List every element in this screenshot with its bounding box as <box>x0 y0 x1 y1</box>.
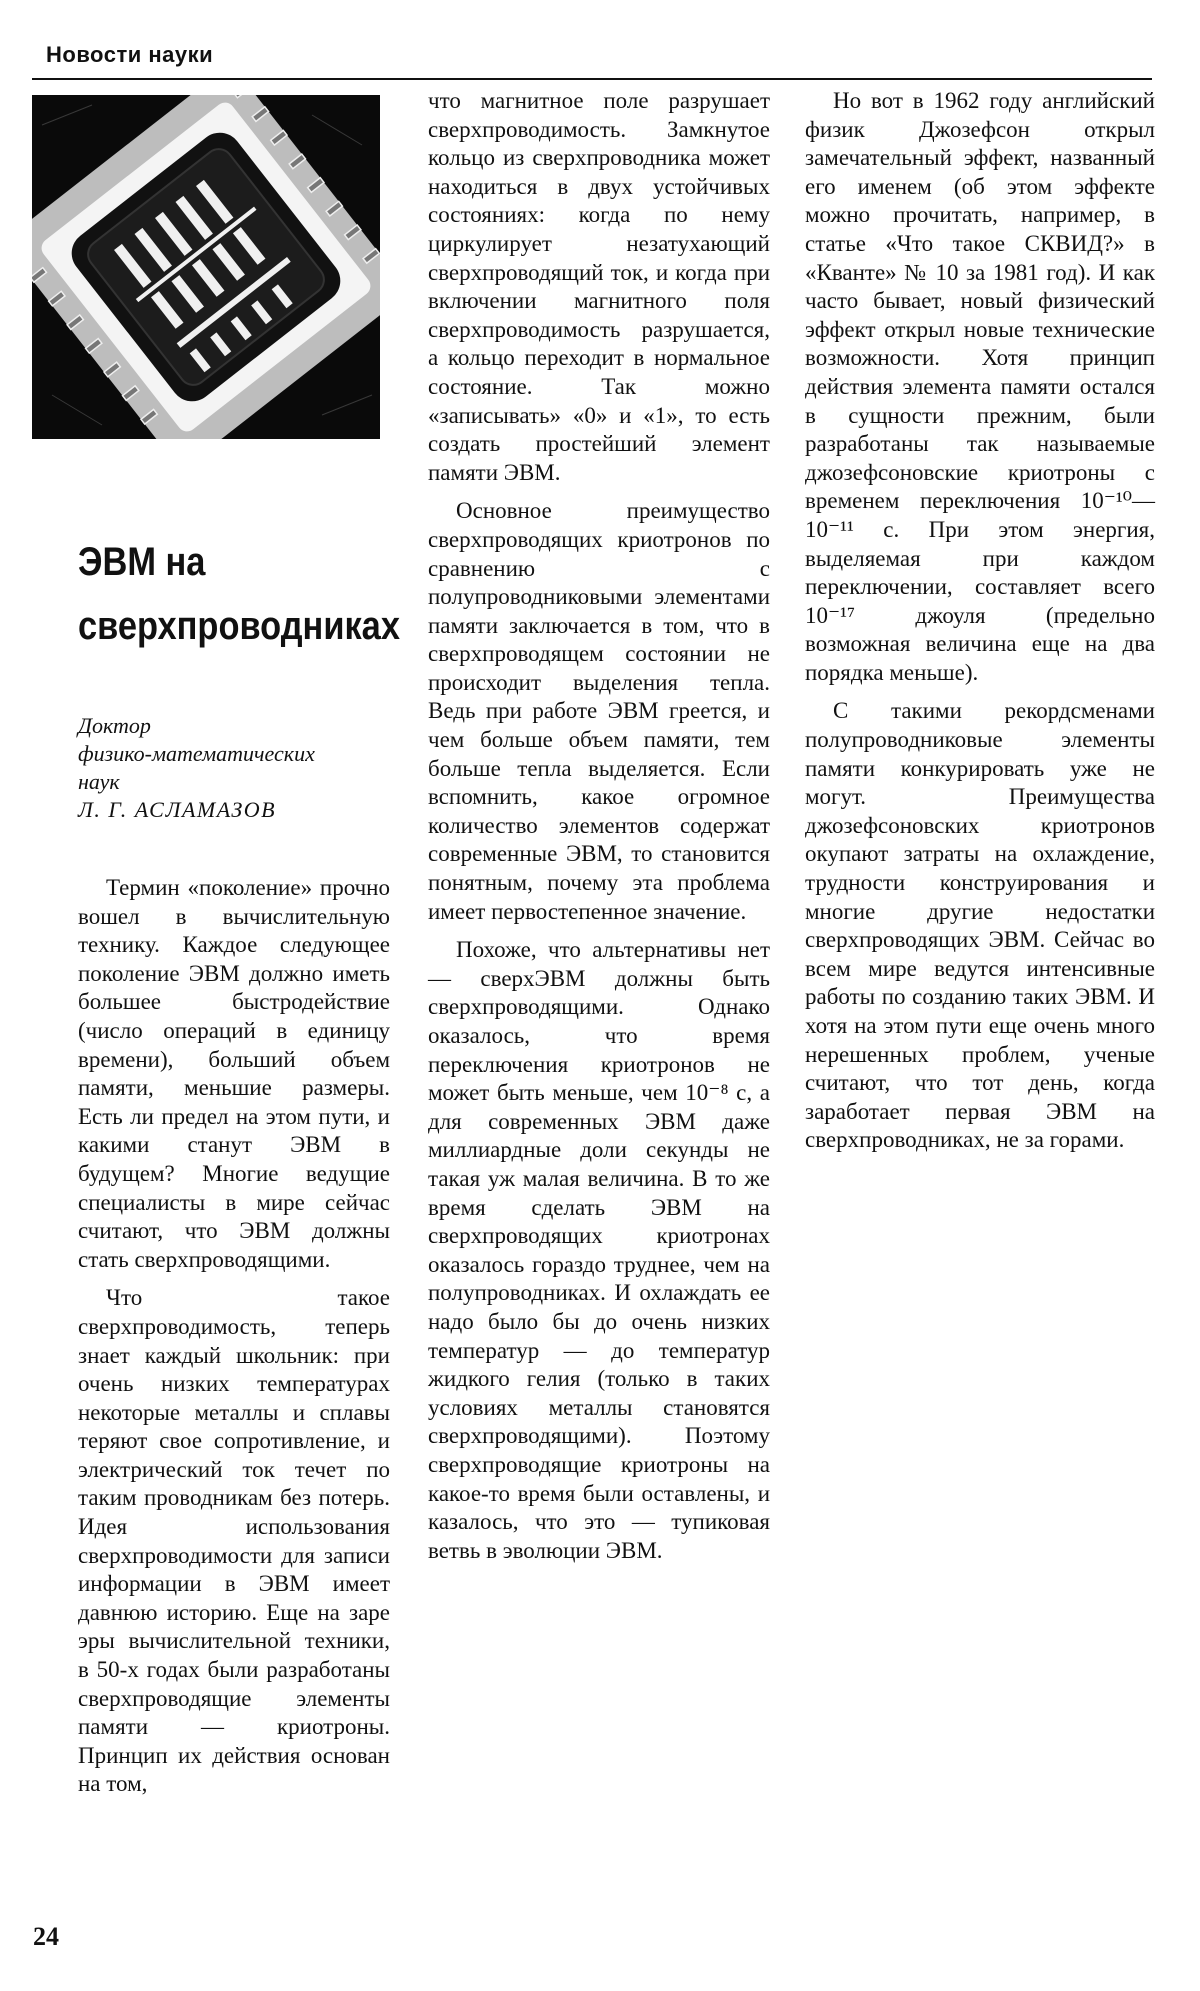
text-column-3 <box>805 87 1155 1155</box>
paragraph: С такими рекордсменами полупроводниковые элементы памяти конкурировать уже не могут. Преимущества джозефсоновских криотронов окупают затраты на охлаждение, трудности конструирования и многие другие недостатки сверхпроводящих ЭВМ. Сейчас во всем мире ведутся интенсивные работы по созданию таких ЭВМ. И хотя на этом пути еще очень много нерешенных проблем, ученые считают, что тот день, когда заработает первая ЭВМ на сверхпроводниках, не за горами. <box>805 698 1155 1153</box>
paragraph: Что такое сверхпроводимость, теперь знает каждый школьник: при очень низких температурах некоторые металлы и сплавы теряют свое сопротивление, и электрический ток течет по таким проводникам без потерь. Идея использования сверхпроводимости для записи информации в ЭВМ имеет давнюю историю. Еще на заре эры вычислительной техники, в 50-х годах были разработаны сверхпроводящие элементы памяти — криотроны. Принцип их действия основан на том, <box>78 1285 390 1797</box>
paragraph: Похоже, что альтернативы нет — сверхЭВМ должны быть сверхпроводящими. Однако оказалось, что время переключения криотронов не может быть меньше, чем 10⁻⁸ с, а для современных ЭВМ даже миллиардные доли секунды не такая уж малая величина. В то же время сделать ЭВМ на сверхпроводящих криотронах оказалось гораздо труднее, чем на полупроводниках. И охлаждать ее надо было бы до очень низких температур — до температур жидкого гелия (только в таких условиях металлы становятся сверхпроводящими). Поэтому сверхпроводящие криотроны на какое-то время были оставлены, и казалось, что это — тупиковая ветвь в эволюции ЭВМ. <box>428 937 770 1563</box>
text-column-2 <box>428 87 770 1565</box>
paragraph: Но вот в 1962 году английский физик Джозефсон открыл замечательный эффект, названный его именем (об этом эффекте можно прочитать, например, в статье «Что такое СКВИД?» в «Кванте» № 10 за 1981 год). И как часто бывает, новый физический эффект открыл новые технические возможности. Хотя принцип действия элемента памяти остался в сущности прежним, были разработаны так называемые джозефсоновские криотроны с временем переключения 10⁻¹⁰—10⁻¹¹ с. При этом энергия, выделяемая при каждом переключении, составляет всего 10⁻¹⁷ джоуля (предельно возможная величина еще на два порядка меньше). <box>805 88 1155 685</box>
section-title: Новости науки <box>46 42 214 67</box>
author-block <box>78 712 388 824</box>
author-degree-line: физико-математических <box>78 741 315 766</box>
section-header <box>32 40 1152 80</box>
chip-photo <box>32 95 380 439</box>
author-degree-line: наук <box>78 769 120 794</box>
author-degree-line: Доктор <box>78 713 151 738</box>
paragraph: Основное преимущество сверхпроводящих криотронов по сравнению с полупроводниковыми элементами памяти заключается в том, что в сверхпроводящем состоянии не происходит выделения тепла. Ведь при работе ЭВМ греется, и чем больше объем памяти, тем больше тепла выделяется. Если вспомнить, какое огромное количество элементов содержат современные ЭВМ, то становится понятным, почему эта проблема имеет первостепенное значение. <box>428 498 770 924</box>
text-column-1 <box>78 874 390 1799</box>
page-number: 24 <box>33 1922 59 1951</box>
article-title: ЭВМ на сверхпроводниках <box>78 540 400 648</box>
paragraph: Термин «поколение» прочно вошел в вычислительную технику. Каждое следующее поколение ЭВМ должно иметь большее быстродействие (число операций в единицу времени), больший объем памяти, меньшие размеры. Есть ли предел на этом пути, и какими станут ЭВМ в будущем? Многие ведущие специалисты в мире сейчас считают, что ЭВМ должны стать сверхпроводящими. <box>78 875 390 1272</box>
paragraph: что магнитное поле разрушает сверхпроводимость. Замкнутое кольцо из сверхпроводника может находиться в двух устойчивых состояниях: когда по нему циркулирует незатухающий сверхпроводящий ток, и когда при включении магнитного поля сверхпроводимость разрушается, а кольцо переходит в нормальное состояние. Так можно «записывать» «0» и «1», то есть создать простейший элемент памяти ЭВМ. <box>428 88 770 485</box>
author-name: Л. Г. АСЛАМАЗОВ <box>78 797 277 822</box>
